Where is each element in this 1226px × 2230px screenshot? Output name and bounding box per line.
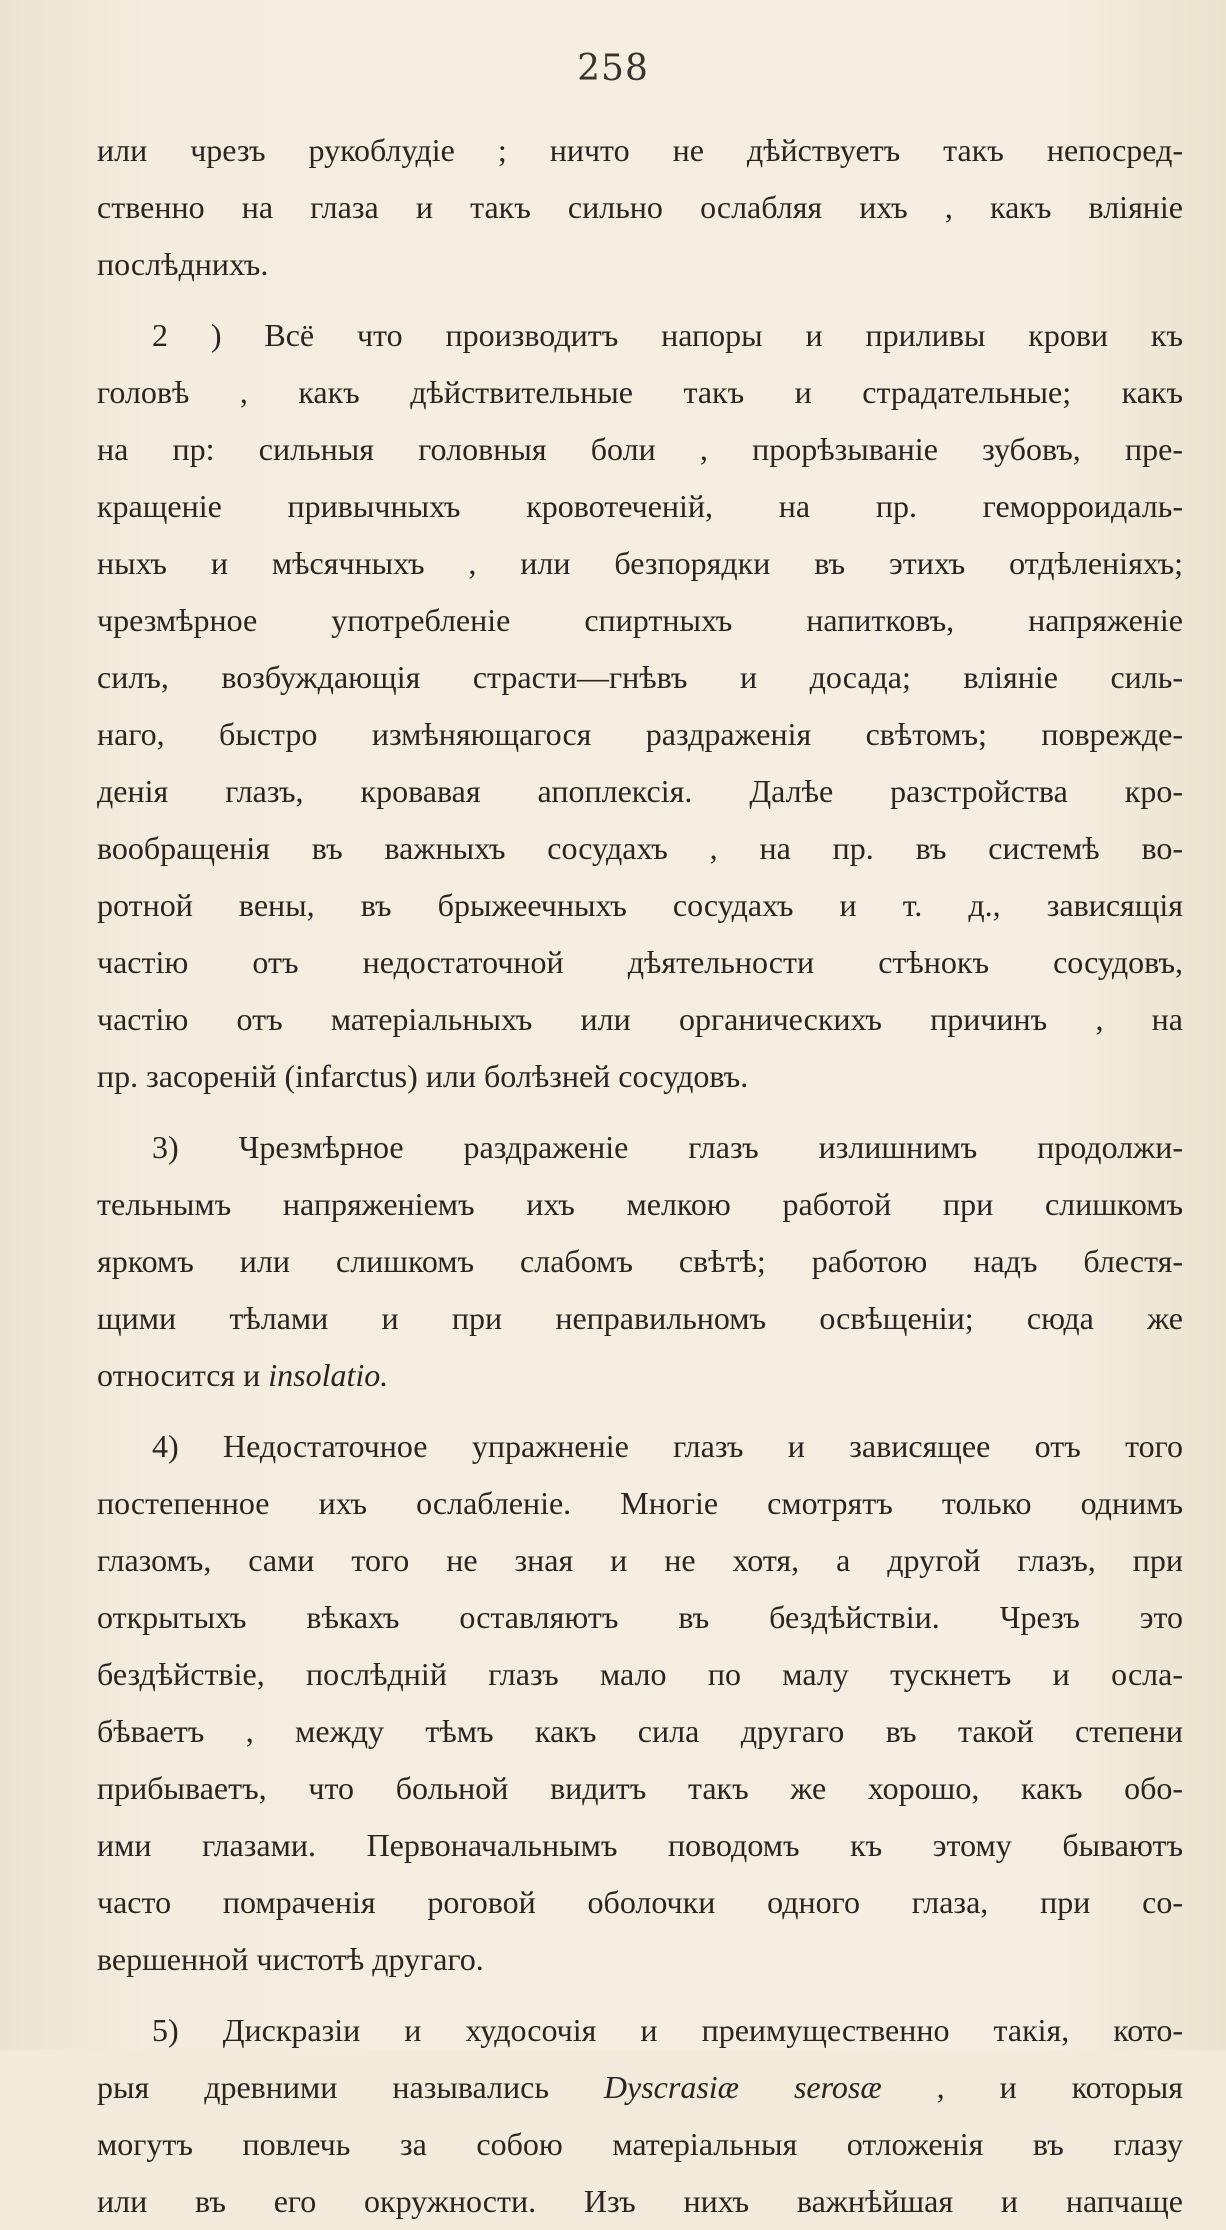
italic-term: insolatio.	[268, 1357, 389, 1393]
text-line: вершенной чистотѣ другаго.	[97, 1941, 484, 1977]
text-line: постепенное ихъ ослабленіе. Многіе смотрятъ только однимъ	[97, 1485, 1183, 1521]
italic-term: Dyscrasiæ serosæ	[603, 2069, 882, 2105]
text-line: или чрезъ рукоблудіе ; ничто не дѣйствуетъ такъ непосред-	[97, 132, 1183, 168]
text-segment: , и которыя	[881, 2069, 1183, 2105]
text-line: 2 ) Всё что производитъ напоры и приливы крови къ	[152, 317, 1183, 353]
text-line: вообращенія въ важныхъ сосудахъ , на пр. въ системѣ во-	[97, 830, 1183, 866]
text-line: могутъ повлечь за собою матеріальныя отложенія въ глазу	[97, 2126, 1183, 2162]
paragraph-4	[97, 1418, 1183, 1988]
text-line: послѣднихъ.	[97, 246, 269, 282]
paragraph-1	[97, 122, 1183, 293]
text-line: глазомъ, сами того не зная и не хотя, а другой глазъ, при	[97, 1542, 1183, 1578]
text-line: яркомъ или слишкомъ слабомъ свѣтѣ; работою надъ блестя-	[97, 1243, 1183, 1279]
text-line: на пр: сильныя головныя боли , прорѣзываніе зубовъ, пре-	[97, 431, 1183, 467]
text-line: ими глазами. Первоначальнымъ поводомъ къ этому бываютъ	[97, 1827, 1183, 1863]
text-line: прибываетъ, что больной видитъ такъ же хорошо, какъ обо-	[97, 1770, 1183, 1806]
text-line: щими тѣлами и при неправильномъ освѣщеніи; сюда же	[97, 1300, 1183, 1336]
text-line: частію отъ матеріальныхъ или органическихъ причинъ , на	[97, 1001, 1183, 1037]
text-line: пр. засореній (infarctus) или болѣзней сосудовъ.	[97, 1058, 749, 1094]
text-line: ротной вены, въ брыжеечныхъ сосудахъ и т. д., зависящія	[97, 887, 1183, 923]
text-line: бездѣйствіе, послѣдній глазъ мало по малу тускнетъ и осла-	[97, 1656, 1183, 1692]
text-line: бѣваетъ , между тѣмъ какъ сила другаго въ такой степени	[97, 1713, 1183, 1749]
text-line: ныхъ и мѣсячныхъ , или безпорядки въ этихъ отдѣленіяхъ;	[97, 545, 1183, 581]
text-line: кращеніе привычныхъ кровотеченій, на пр. геморроидаль-	[97, 488, 1183, 524]
text-line: 3) Чрезмѣрное раздраженіе глазъ излишнимъ продолжи-	[152, 1129, 1183, 1165]
body-text	[97, 122, 1183, 2230]
text-line: силъ, возбуждающія страсти—гнѣвъ и досада; вліяніе силь-	[97, 659, 1183, 695]
text-line: ственно на глаза и такъ сильно ослабляя ихъ , какъ вліяніе	[97, 189, 1183, 225]
text-line	[97, 1347, 1183, 1404]
text-line: открытыхъ вѣкахъ оставляютъ въ бездѣйствіи. Чрезъ это	[97, 1599, 1183, 1635]
text-line: частію отъ недостаточной дѣятельности стѣнокъ сосудовъ,	[97, 944, 1183, 980]
text-line: денія глазъ, кровавая апоплексія. Далѣе разстройства кро-	[97, 773, 1183, 809]
text-line: тельнымъ напряженіемъ ихъ мелкою работой при слишкомъ	[97, 1186, 1183, 1222]
text-segment: относится и	[97, 1357, 269, 1393]
text-line: головѣ , какъ дѣйствительные такъ и страдательные; какъ	[97, 374, 1183, 410]
paragraph-3	[97, 1119, 1183, 1404]
text-line	[97, 2059, 1183, 2116]
paragraph-2	[97, 307, 1183, 1105]
text-line: 5) Дискразіи и худосочія и преимущественно такія, кото-	[152, 2012, 1183, 2048]
text-line: или въ его окружности. Изъ нихъ важнѣйшая и напчаще	[97, 2183, 1183, 2219]
paragraph-5	[97, 2002, 1183, 2230]
text-line: часто помраченія роговой оболочки одного глаза, при со-	[97, 1884, 1183, 1920]
text-segment: рыя древними назывались	[97, 2069, 604, 2105]
text-line: чрезмѣрное употребленіе спиртныхъ напитковъ, напряженіе	[97, 602, 1183, 638]
page-number: 258	[577, 48, 649, 89]
text-line: 4) Недостаточное упражненіе глазъ и зависящее отъ того	[152, 1428, 1183, 1464]
text-line: наго, быстро измѣняющагося раздраженія свѣтомъ; поврежде-	[97, 716, 1183, 752]
